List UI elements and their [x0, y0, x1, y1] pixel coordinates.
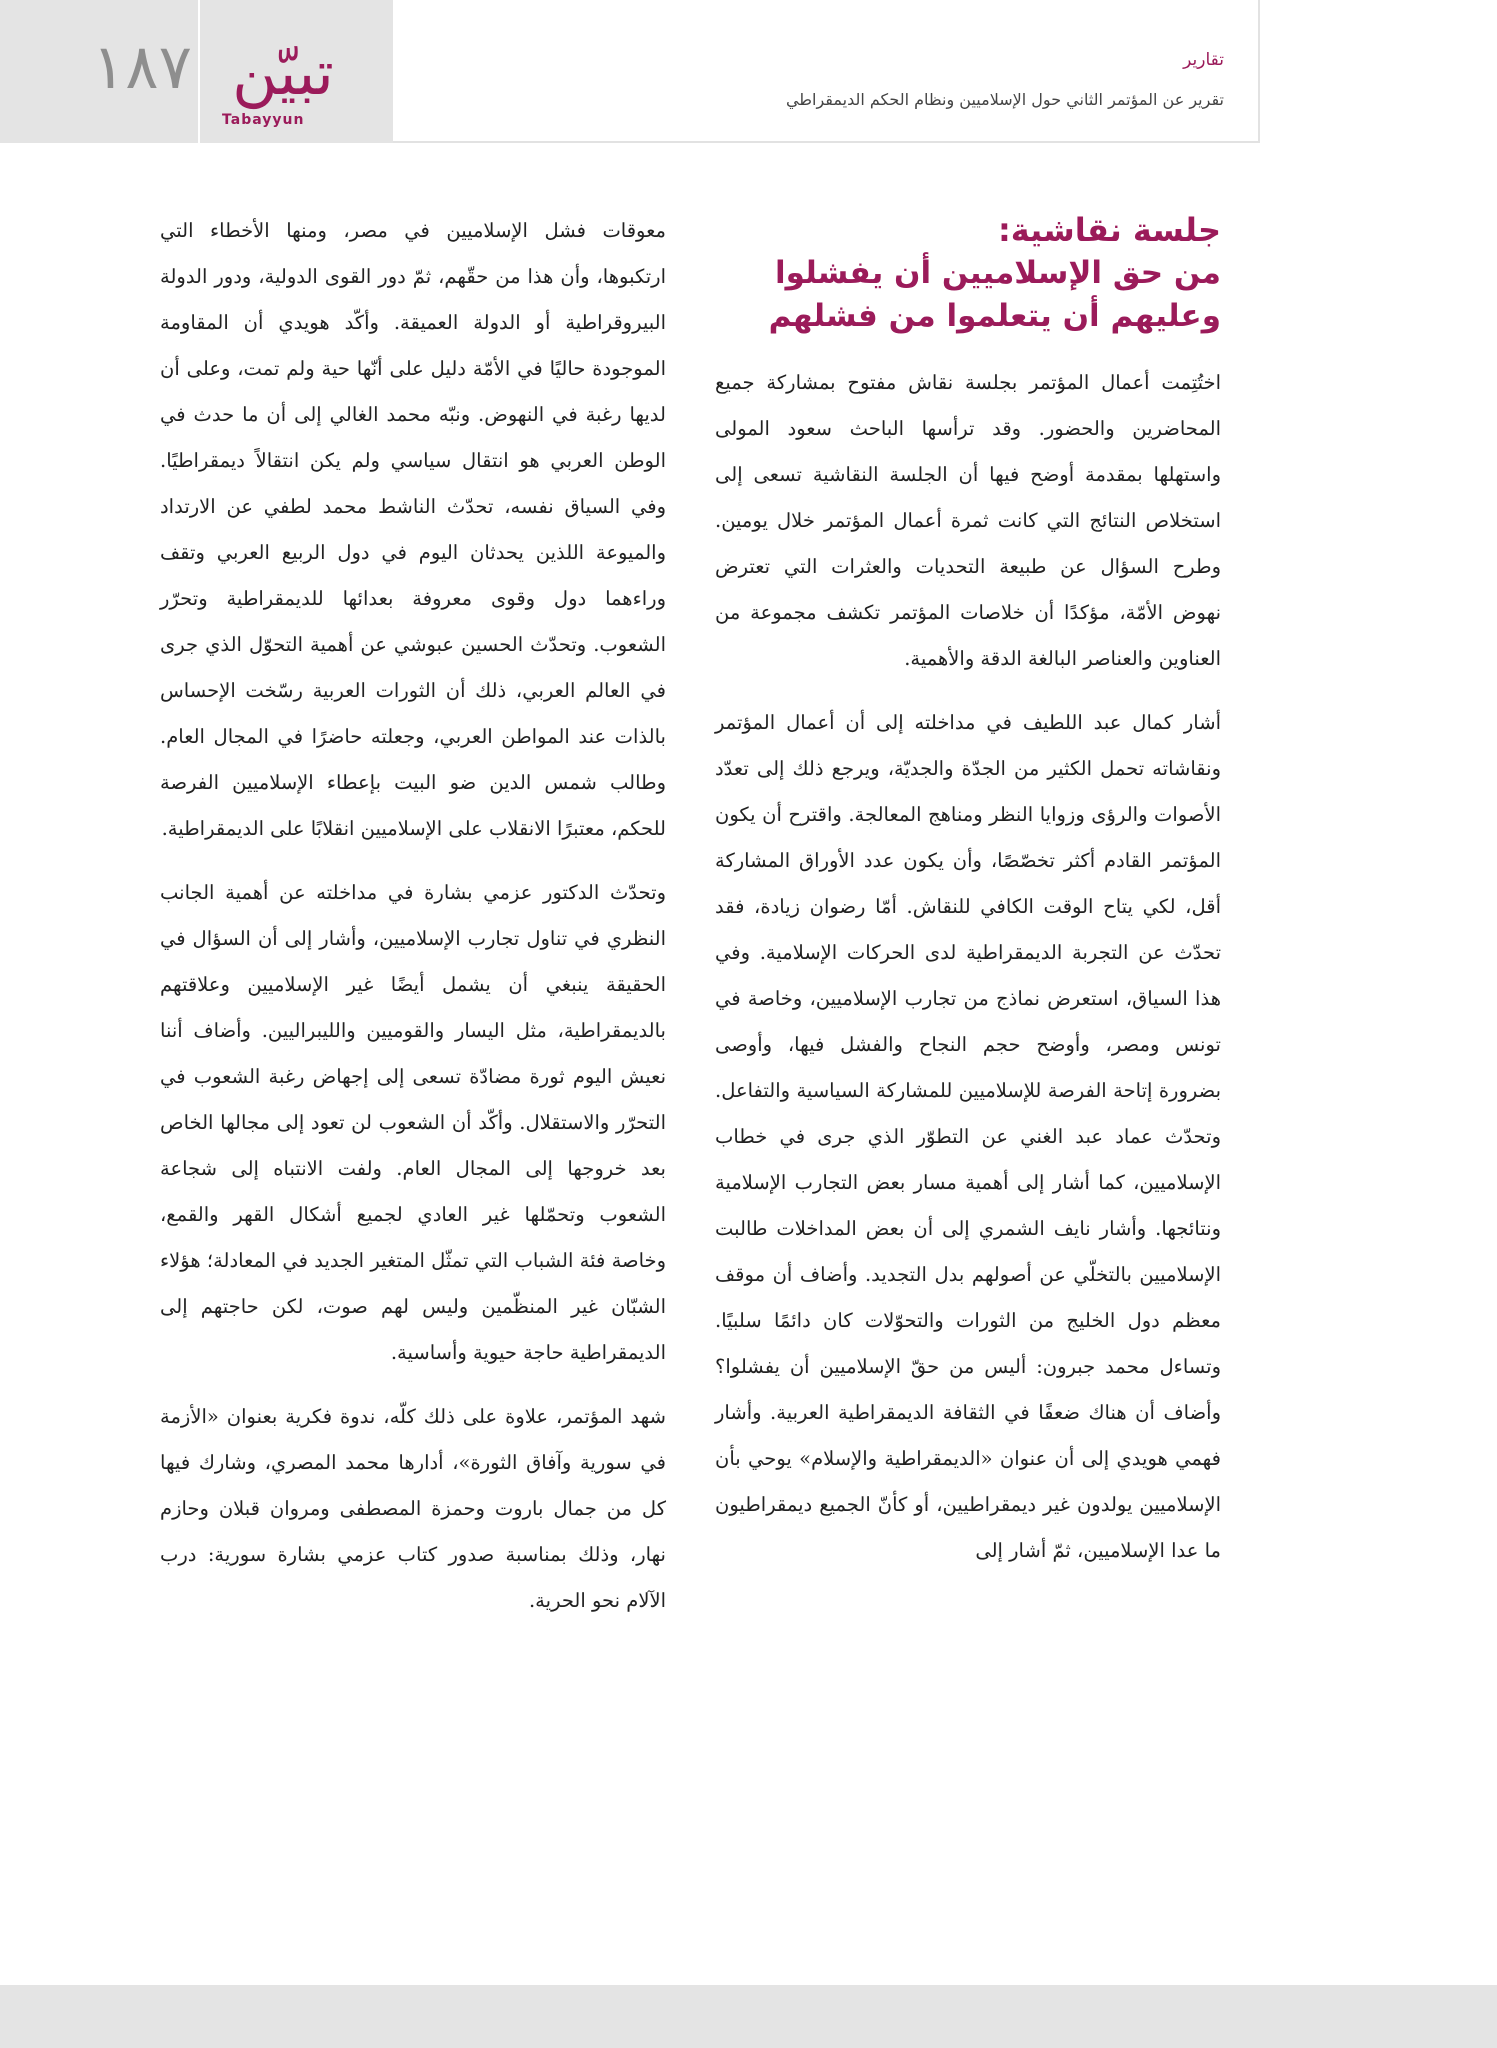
logo-latin-text: Tabayyun: [222, 112, 305, 128]
tabayyun-logo: [218, 36, 388, 132]
header-divider: [198, 0, 200, 143]
article-column-left: [160, 208, 666, 1642]
paragraph-2: أشار كمال عبد اللطيف في مداخلته إلى أن أعمال المؤتمر ونقاشاته تحمل الكثير من الجدّة والجديّة، ويرجع ذلك إلى تعدّد الأصوات والرؤى وزوايا النظر ومناهج المعالجة. واقترح أن يكون المؤتمر القادم أكثر تخصّصًا، وأن يكون عدد الأوراق المشاركة أقل، لكي يتاح الوقت الكافي للنقاش. أمّا رضوان زيادة، فقد تحدّث عن التجربة الديمقراطية لدى الحركات الإسلامية. وفي هذا السياق، استعرض نماذج من تجارب الإسلاميين، وخاصة في تونس ومصر، وأوضح حجم النجاح والفشل فيها، وأوصى بضرورة إتاحة الفرصة للإسلاميين للمشاركة السياسية والتفاعل. وتحدّث عماد عبد الغني عن التطوّر الذي جرى في خطاب الإسلاميين، كما أشار إلى أهمية مسار بعض التجارب الإسلامية ونتائجها. وأشار نايف الشمري إلى أن بعض المداخلات طالبت الإسلاميين بالتخلّي عن أصولهم بدل التجديد. وأضاف أن موقف معظم دول الخليج من الثورات والتحوّلات كان دائمًا سلبيًا. وتساءل محمد جبرون: أليس من حقّ الإسلاميين أن يفشلوا؟ وأضاف أن هناك ضعفًا في الثقافة الديمقراطية العربية. وأشار فهمي هويدي إلى أن عنوان «الديمقراطية والإسلام» يوحي بأن الإسلاميين يولدون غير ديمقراطيين، أو كأنّ الجميع ديمقراطيون ما عدا الإسلاميين، ثمّ أشار إلى: [715, 710, 1221, 1562]
article-column-right: [715, 208, 1221, 1592]
footer-bar: [0, 1985, 1497, 2048]
header-bottom-border: [393, 141, 1260, 143]
page-number: ١٨٧: [92, 30, 192, 103]
article-title-line1: جلسة نقاشية:: [997, 211, 1221, 249]
header-right-border: [1258, 0, 1260, 143]
paragraph-5: شهد المؤتمر، علاوة على ذلك كلّه، ندوة فكرية بعنوان «الأزمة في سورية وآفاق الثورة»، أدارها محمد المصري، وشارك فيها كل من جمال باروت وحمزة المصطفى ومروان قبلان وحازم نهار، وذلك بمناسبة صدور كتاب عزمي بشارة سورية: درب الآلام نحو الحرية.: [160, 1405, 666, 1612]
paragraph-1: اختُتِمت أعمال المؤتمر بجلسة نقاش مفتوح بمشاركة جميع المحاضرين والحضور. وقد ترأسها الباحث سعود المولى واستهلها بمقدمة أوضح فيها أن الجلسة النقاشية تسعى إلى استخلاص النتائج التي كانت ثمرة أعمال المؤتمر خلال يومين. وطرح السؤال عن طبيعة التحديات والعثرات التي تعترض نهوض الأمّة، مؤكدًا أن خلاصات المؤتمر تكشف مجموعة من العناوين والعناصر البالغة الدقة والأهمية.: [715, 370, 1221, 670]
paragraph-3: معوقات فشل الإسلاميين في مصر، ومنها الأخطاء التي ارتكبوها، وأن هذا من حقّهم، ثمّ دور القوى الدولية، ودور الدولة البيروقراطية أو الدولة العميقة. وأكّد هويدي أن المقاومة الموجودة حاليًا في الأمّة دليل على أنّها حية ولم تمت، وعلى أن لديها رغبة في النهوض. ونبّه محمد الغالي إلى أن ما حدث في الوطن العربي هو انتقال سياسي ولم يكن انتقالاً ديمقراطيًا. وفي السياق نفسه، تحدّث الناشط محمد لطفي عن الارتداد والميوعة اللذين يحدثان اليوم في دول الربيع العربي وتقف وراءهما دول وقوى معروفة بعدائها للديمقراطية وتحرّر الشعوب. وتحدّث الحسين عبوشي عن أهمية التحوّل الذي جرى في العالم العربي، ذلك أن الثورات العربية رسّخت الإحساس بالذات عند المواطن العربي، وجعلته حاضرًا في المجال العام. وطالب شمس الدين ضو البيت بإعطاء الإسلاميين الفرصة للحكم، معتبرًا الانقلاب على الإسلاميين انقلابًا على الديمقراطية.: [160, 219, 666, 840]
running-title: تقرير عن المؤتمر الثاني حول الإسلاميين ونظام الحكم الديمقراطي: [785, 90, 1224, 109]
paragraph-4: وتحدّث الدكتور عزمي بشارة في مداخلته عن أهمية الجانب النظري في تناول تجارب الإسلاميين، وأشار إلى أن السؤال في الحقيقة ينبغي أن يشمل أيضًا غير الإسلاميين وعلاقتهم بالديمقراطية، مثل اليسار والقوميين والليبراليين. وأضاف أننا نعيش اليوم ثورة مضادّة تسعى إلى إجهاض رغبة الشعوب في التحرّر والاستقلال. وأكّد أن الشعوب لن تعود إلى مجالها الخاص بعد خروجها إلى المجال العام. ولفت الانتباه إلى شجاعة الشعوب وتحمّلها غير العادي لجميع أشكال القهر والقمع، وخاصة فئة الشباب التي تمثّل المتغير الجديد في المعادلة؛ هؤلاء الشبّان غير المنظّمين وليس لهم صوت، لكن حاجتهم إلى الديمقراطية حاجة حيوية وأساسية.: [160, 881, 666, 1364]
article-title-line2: من حق الإسلاميين أن يفشلوا وعليهم أن يتعلموا من فشلهم: [768, 255, 1221, 334]
logo-arabic-text: تبيّن: [232, 36, 334, 109]
article-title: [715, 208, 1221, 338]
section-label: تقارير: [1183, 50, 1224, 70]
